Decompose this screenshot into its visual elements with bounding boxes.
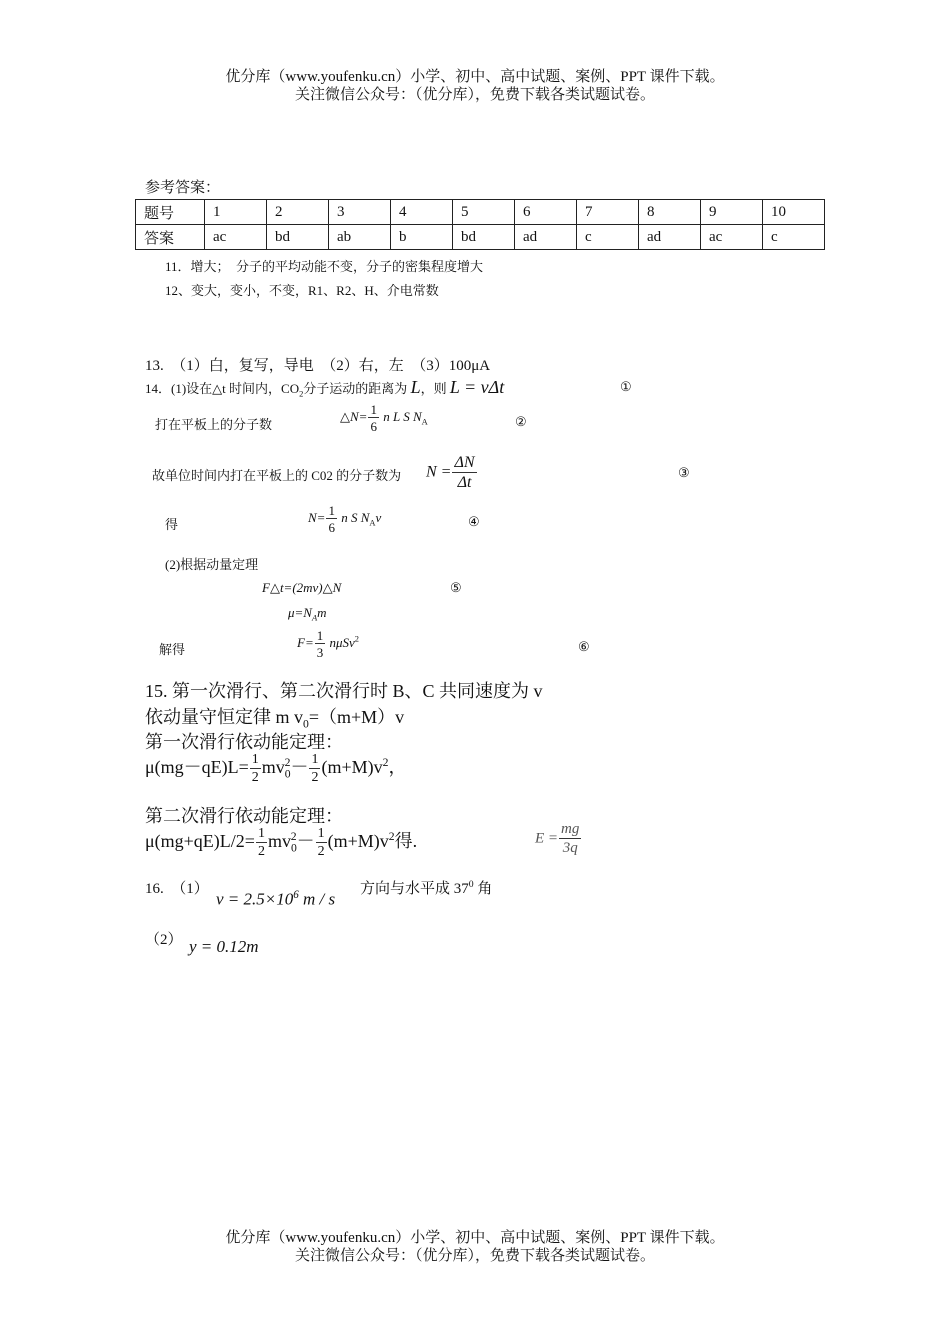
answer-14-line-4: 得 — [165, 517, 179, 532]
answer-15-line-3: 第一次滑行依动能定理： — [145, 732, 343, 752]
answer-11: 11．增大； 分子的平均动能不变，分子的密集程度增大 — [165, 259, 484, 274]
answer-14-line-2: 打在平板上的分子数 — [155, 417, 273, 432]
answer-16-velocity: $v = 2.5\times 10^6$ m / s — [216, 889, 336, 909]
equation-6: $\mu=N_Am$ — [288, 605, 327, 623]
table-cell: 6 — [515, 200, 577, 225]
equation-7: F= $\frac{1}{3}$ nμSv$^2$ — [297, 628, 359, 660]
equation-marker: ⑥ — [578, 639, 590, 654]
answer-14-intro: 14．(1)设在△t 时间内，$CO_2$分子运动的距离为 L，则 L = vΔt — [145, 377, 505, 399]
footer-line-1: 优分库（www.youfenku.cn）小学、初中、高中试题、案例、PPT 课件下载。 — [225, 1230, 725, 1246]
answer-15-line-2: 依动量守恒定律 m $v_0=(m+M)v$ — [145, 707, 405, 731]
table-cell: 1 — [205, 200, 267, 225]
table-cell: ad — [639, 225, 701, 250]
equation-5: F△t=(2mv)△N — [262, 580, 342, 595]
table-cell: b — [391, 225, 453, 250]
header-line-2: 关注微信公众号：（优分库），免费下载各类试题试卷。 — [294, 87, 655, 103]
answer-16-direction: 方向与水平成 $37^0$ 角 — [360, 879, 493, 897]
answer-15-equation-a: μ(mg－qE)L= $\frac{1}{2}$ $mv_0^2-$ $\frac{1}{2}$ $(m+M)v^2$， — [145, 752, 407, 785]
answer-14-line-7: 解得 — [159, 642, 186, 657]
answer-14-line-5: (2)根据动量定理 — [165, 557, 259, 572]
equation-marker: ① — [620, 379, 632, 394]
answer-14-line-3: 故单位时间内打在平板上的 C02 的分子数为 — [152, 468, 402, 483]
answer-13: 13. （1）白，复写，导电 （2）右，左 （3）100μA — [145, 358, 491, 374]
answer-16-part-1: 16. （1） — [145, 881, 209, 897]
table-cell: 5 — [453, 200, 515, 225]
table-cell: bd — [453, 225, 515, 250]
equation-2: △N= $\frac{1}{6}$ n L S $N_A$ — [340, 402, 428, 434]
table-row — [136, 200, 825, 225]
answer-15-result: E = $\frac{mg}{3q}$ — [535, 821, 580, 856]
row-label-number: 题号 — [136, 200, 205, 225]
table-cell: 7 — [577, 200, 639, 225]
table-cell: ac — [701, 225, 763, 250]
footer-line-2: 关注微信公众号：（优分库），免费下载各类试题试卷。 — [294, 1248, 655, 1264]
answer-16-part-2: （2） — [145, 932, 183, 948]
table-cell: 2 — [267, 200, 329, 225]
table-cell: ac — [205, 225, 267, 250]
equation-3: N = $\frac{\Delta N}{\Delta t}$ — [426, 454, 475, 491]
answer-15-line-5: 第二次滑行依动能定理： — [145, 806, 343, 826]
table-cell: c — [763, 225, 825, 250]
table-cell: 8 — [639, 200, 701, 225]
answer-table — [135, 199, 825, 250]
header-line-1: 优分库（www.youfenku.cn）小学、初中、高中试题、案例、PPT 课件下载。 — [225, 69, 725, 85]
answer-12: 12、变大，变小，不变，R1、R2、H、介电常数 — [165, 283, 439, 298]
equation-marker: ③ — [678, 465, 690, 480]
table-cell: c — [577, 225, 639, 250]
equation-4: N= $\frac{1}{6}$ n S $N_Av$ — [308, 503, 382, 535]
equation-marker: ② — [515, 414, 527, 429]
equation-marker: ⑤ — [450, 580, 462, 595]
table-cell: ab — [329, 225, 391, 250]
table-cell: 3 — [329, 200, 391, 225]
equation-1: L = vΔt — [449, 377, 505, 397]
table-cell: bd — [267, 225, 329, 250]
table-cell: 9 — [701, 200, 763, 225]
equation-marker: ④ — [468, 514, 480, 529]
answer-15-line-1: 15. 第一次滑行、第二次滑行时 B、C 共同速度为 v — [145, 681, 543, 701]
table-cell: ad — [515, 225, 577, 250]
answer-15-equation-b: μ(mg+qE)L/2= $\frac{1}{2}$ $mv_0^2-$ $\frac{1}{2}$ $(m+M)v^2$得. — [145, 826, 418, 859]
table-cell: 4 — [391, 200, 453, 225]
answer-title: 参考答案： — [145, 180, 221, 196]
table-cell: 10 — [763, 200, 825, 225]
table-row — [136, 225, 825, 250]
row-label-answer: 答案 — [136, 225, 205, 250]
answer-16-y: y = 0.12m — [189, 937, 259, 956]
